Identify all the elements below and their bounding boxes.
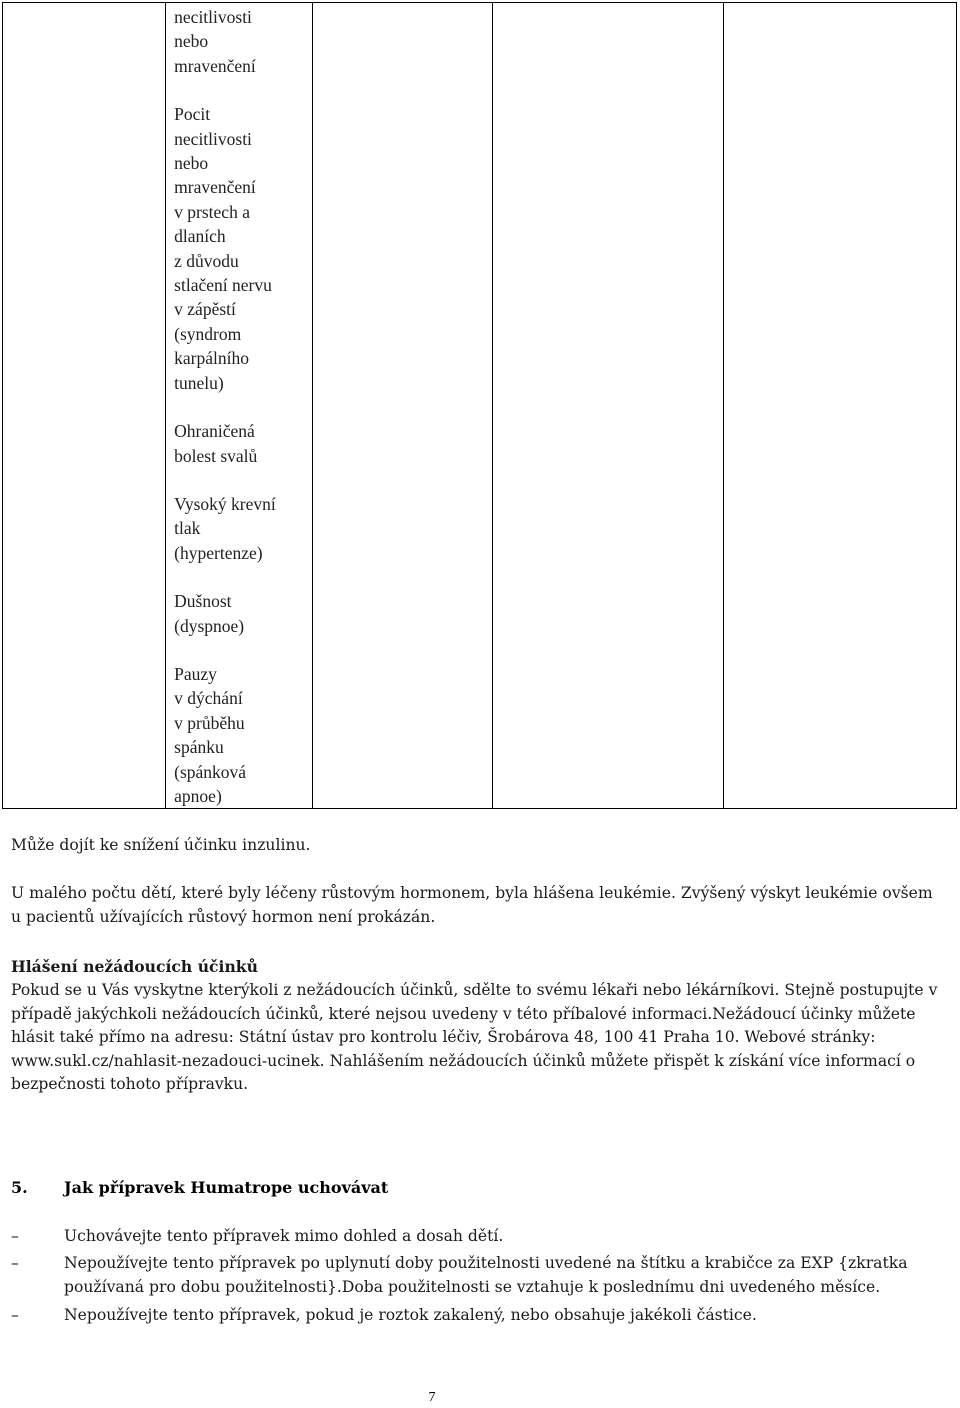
side-effect-line: mravenčení [174, 177, 256, 198]
side-effect-line: Ohraničená [174, 421, 255, 442]
side-effect-line: v zápěstí [174, 299, 236, 320]
side-effect-line: apnoe) [174, 785, 222, 806]
side-effect-line: (dyspnoe) [174, 615, 245, 636]
side-effect-line: v dýchání [174, 688, 243, 709]
list-item-text: Nepoužívejte tento přípravek po uplynutí doby použitelnosti uvedené na štítku a krabičce za EXP {zkratka používaná pro dobu použitelnosti}.Doba použitelnosti se vztahuje k poslednímu dni uvedeného měsíce. [64, 1254, 908, 1297]
side-effect-line: v prstech a [174, 201, 250, 222]
report-paragraph: Pokud se u Vás vyskytne kterýkoli z nežádoucích účinků, sdělte to svému lékaři nebo lékárníkovi. Stejně postupujte v případě jakýchkoli nežádoucích účinků, které nejsou uvedeny v této příbalové informaci.Nežádoucí účinky můžete hlásit také přímo na adresu: Státní ústav pro kontrolu léčiv, Šrobárova 48, 100 41 Praha 10. Webové stránky: www.sukl.cz/nahlasit-nezadouci-ucinek. Nahlášením nežádoucích účinků můžete přispět k získání více informací o bezpečnosti tohoto přípravku. [11, 981, 938, 1094]
side-effect-line: Dušnost [174, 591, 232, 612]
side-effect-line: stlačení nervu [174, 275, 272, 296]
side-effect-line: z důvodu [174, 250, 239, 271]
side-effect-line: necitlivosti [174, 128, 252, 149]
side-effect-line: tunelu) [174, 372, 224, 393]
table-cell-side-effects [166, 3, 313, 809]
dash-bullet-icon: – [11, 1227, 19, 1245]
list-item [11, 1251, 941, 1299]
side-effects-table [2, 2, 957, 809]
side-effect-item [174, 419, 304, 468]
side-effect-line: Pauzy [174, 663, 217, 684]
table-row [3, 3, 957, 809]
side-effects-list [166, 3, 312, 808]
table-cell-empty [313, 3, 493, 809]
side-effect-line: Vysoký krevní [174, 493, 276, 514]
table-cell-empty [723, 3, 956, 809]
leukemia-paragraph: U malého počtu dětí, které byly léčeny růstovým hormonem, byla hlášena leukémie. Zvýšený výskyt leukémie ovšem u pacientů užívajících růstový hormon není prokázán. [11, 884, 933, 926]
side-effect-item [174, 5, 304, 78]
page-number: 7 [428, 1390, 436, 1405]
list-item-text: Uchovávejte tento přípravek mimo dohled a dosah dětí. [64, 1227, 504, 1245]
report-heading: Hlášení nežádoucích účinků [11, 957, 258, 976]
side-effect-line: (syndrom [174, 323, 242, 344]
side-effect-item [174, 662, 304, 808]
side-effect-line: tlak [174, 518, 201, 539]
side-effect-line: (hypertenze) [174, 542, 263, 563]
side-effect-line: nebo [174, 153, 209, 174]
insulin-paragraph: Může dojít ke snížení účinku inzulinu. [11, 836, 311, 854]
side-effect-item [174, 102, 304, 395]
side-effect-line: Pocit [174, 104, 211, 125]
list-item [11, 1224, 941, 1248]
side-effect-line: karpálního [174, 348, 249, 369]
side-effect-item [174, 589, 304, 638]
side-effect-line: dlaních [174, 226, 226, 247]
dash-bullet-icon: – [11, 1254, 19, 1273]
list-item [11, 1303, 941, 1327]
side-effect-item [174, 492, 304, 565]
side-effect-line: nebo [174, 31, 209, 52]
list-item-text: Nepoužívejte tento přípravek, pokud je roztok zakalený, nebo obsahuje jakékoli částice. [64, 1305, 757, 1324]
side-effect-line: bolest svalů [174, 445, 258, 466]
side-effect-line: (spánková [174, 761, 247, 782]
side-effect-line: necitlivosti [174, 7, 252, 27]
section-number: 5. [11, 1178, 28, 1197]
dash-bullet-icon: – [11, 1305, 19, 1324]
section-title: Jak přípravek Humatrope uchovávat [64, 1178, 389, 1197]
storage-bullet-list [11, 1224, 941, 1330]
side-effect-line: mravenčení [174, 55, 256, 76]
table-cell-empty [3, 3, 166, 809]
side-effect-line: v průběhu [174, 712, 245, 733]
table-cell-empty [493, 3, 723, 809]
side-effect-line: spánku [174, 737, 224, 758]
